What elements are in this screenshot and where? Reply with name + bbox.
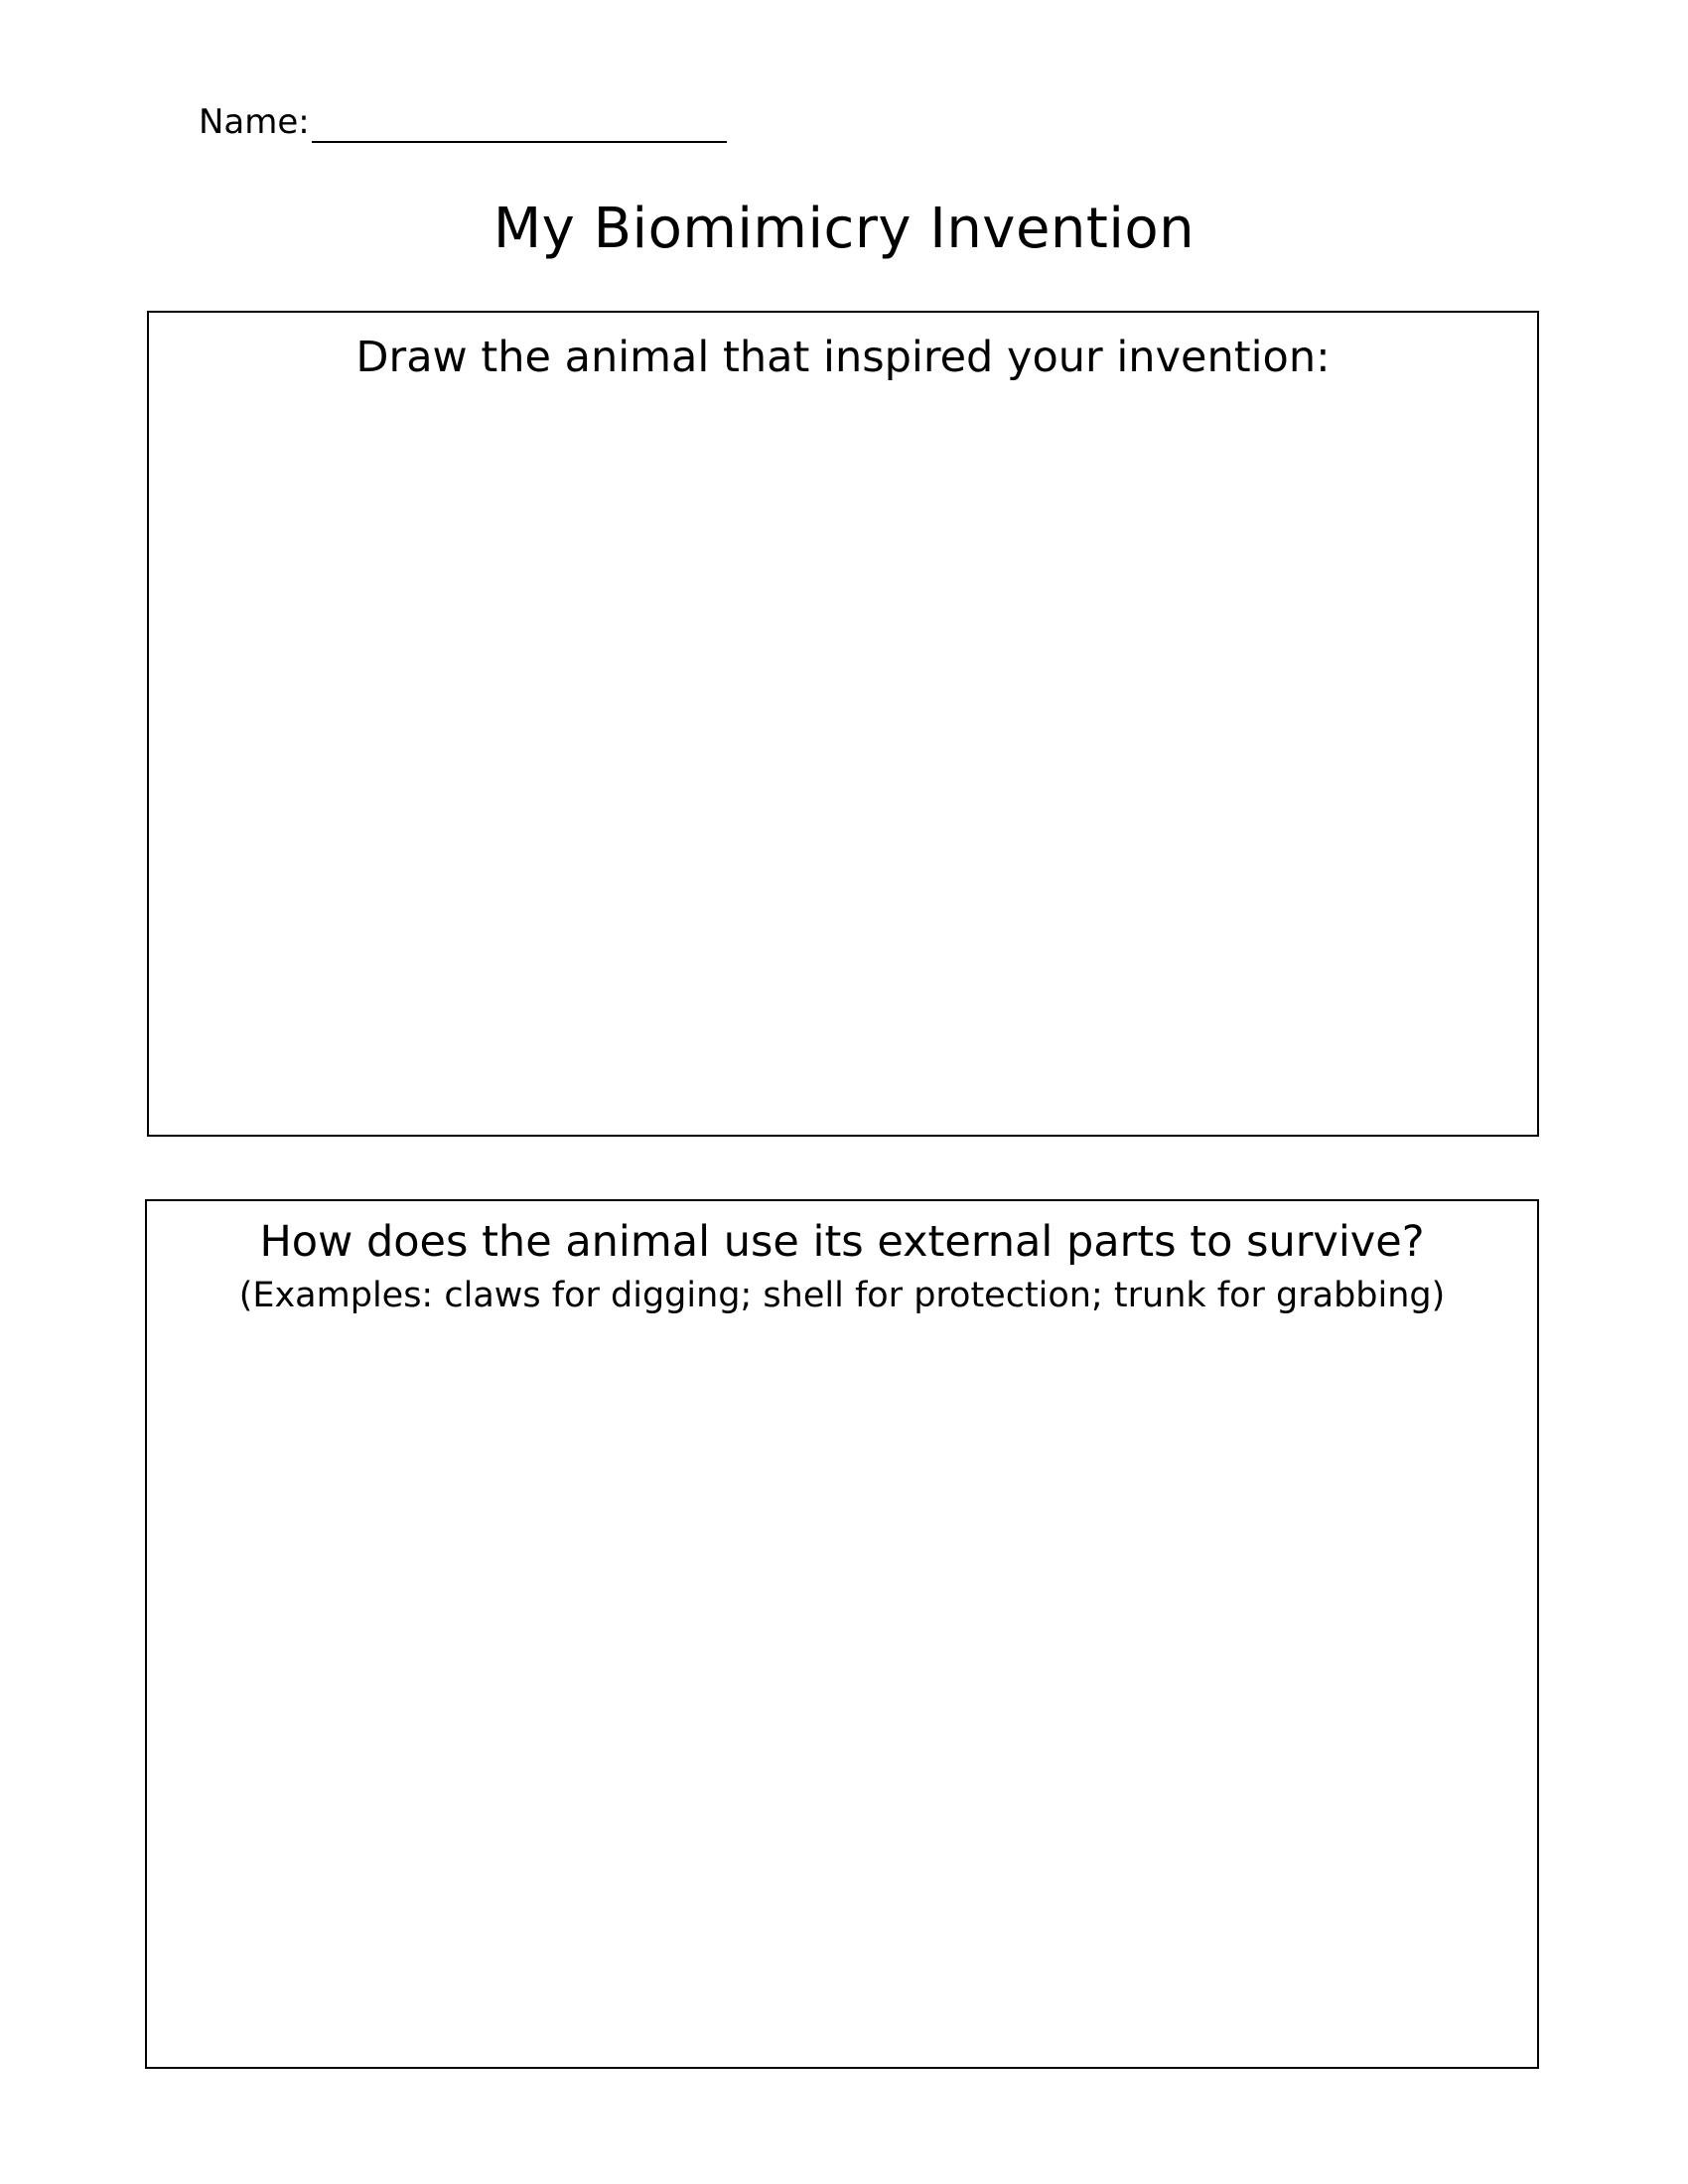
name-field: [199, 95, 727, 143]
name-label: Name:: [199, 102, 310, 142]
external-parts-examples: (Examples: claws for digging; shell for protection; trunk for grabbing): [238, 1276, 1446, 1315]
animal-drawing-box: [147, 311, 1539, 1137]
external-parts-box: [145, 1199, 1539, 2069]
external-parts-question: How does the animal use its external parts to survive?: [259, 1217, 1425, 1267]
animal-drawing-prompt: Draw the animal that inspired your invention:: [355, 333, 1331, 382]
animal-drawing-area[interactable]: [159, 412, 1527, 1125]
external-parts-answer-area[interactable]: [157, 1340, 1527, 2057]
page-title: My Biomimicry Invention: [492, 197, 1196, 261]
name-blank-line[interactable]: [312, 101, 727, 143]
